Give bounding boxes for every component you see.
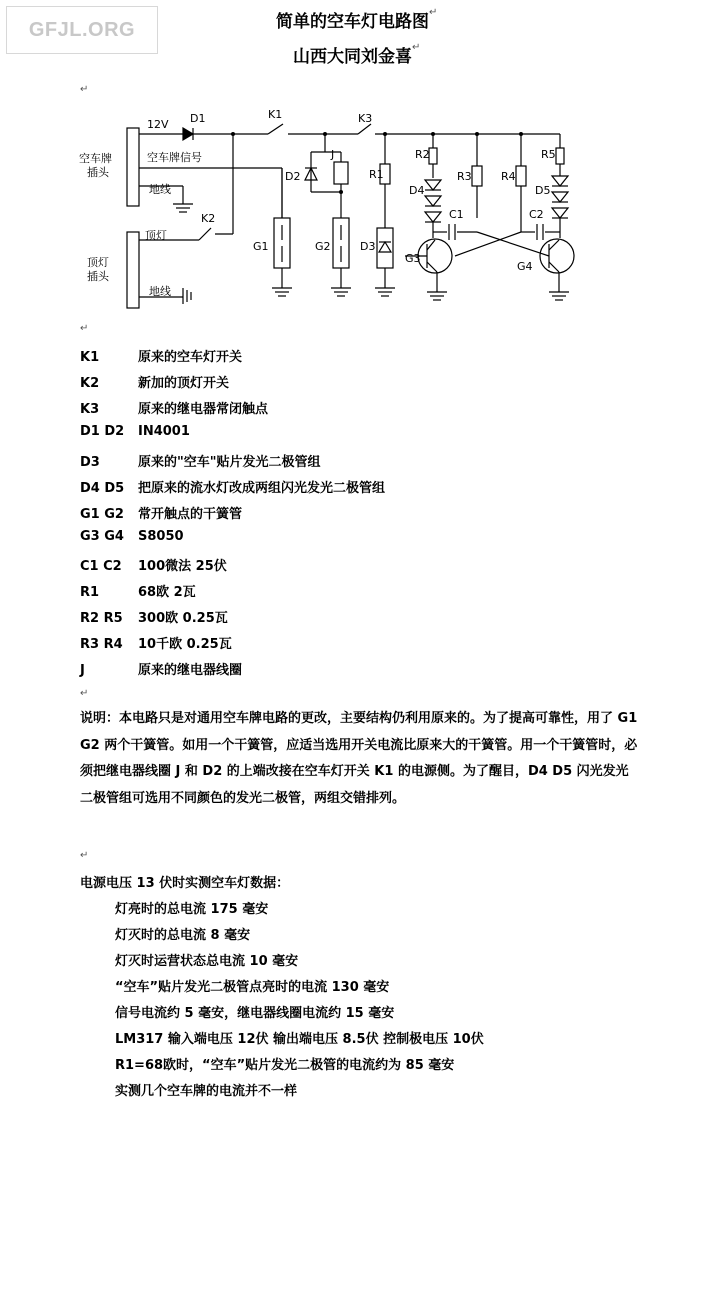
measurement-item: 灯灭时运营状态总电流 10 毫安 bbox=[115, 954, 299, 969]
legend-row: D1 D2 IN4001 bbox=[80, 424, 190, 439]
description-paragraph: 说明：本电路只是对通用空车牌电路的更改，主要结构仍利用原来的。为了提高可靠性，用了 G1 G2 两个干簧管。如用一个干簧管，应适当选用开关电流比原来大的干簧管。用一个干簧管时，必须把继电器线圈 J 和 D2 的上端改接在空车灯开关 K1 的电源侧。为了醒目，D4 D5 闪光发光二极管组可选用不同颜色的发光二极管，两组交错排列。 bbox=[80, 711, 638, 806]
label-D4: D4 bbox=[409, 184, 425, 197]
label-D3: D3 bbox=[360, 240, 376, 253]
label-D2: D2 bbox=[285, 170, 301, 183]
legend-row: D4 D5 把原来的流水灯改成两组闪光发光二极管组 bbox=[80, 481, 386, 496]
top-lamp-label: 顶灯 bbox=[145, 229, 167, 242]
legend-row: J 原来的继电器线圈 bbox=[80, 663, 243, 678]
label-G4: G4 bbox=[517, 260, 533, 273]
measurement-item: LM317 输入端电压 12伏 输出端电压 8.5伏 控制极电压 10伏 bbox=[115, 1032, 484, 1047]
measurement-item: 灯灭时的总电流 8 毫安 bbox=[115, 928, 251, 943]
measurement-item: “空车”贴片发光二极管点亮时的电流 130 毫安 bbox=[115, 980, 390, 995]
paragraph-mark: ↵ bbox=[80, 84, 89, 95]
sign-plug-label-1: 空车牌 bbox=[79, 152, 112, 165]
legend-row: R2 R5 300欧 0.25瓦 bbox=[80, 611, 228, 626]
paragraph-mark: ↵ bbox=[80, 323, 89, 334]
top-plug-label-2: 插头 bbox=[87, 270, 109, 283]
legend-row: K3 原来的继电器常闭触点 bbox=[80, 402, 269, 417]
label-G1: G1 bbox=[253, 240, 269, 253]
measurement-item: 实测几个空车牌的电流并不一样 bbox=[115, 1084, 298, 1099]
label-D5: D5 bbox=[535, 184, 551, 197]
legend-row: R1 68欧 2瓦 bbox=[80, 585, 196, 600]
circuit-diagram bbox=[75, 100, 595, 320]
label-C1: C1 bbox=[449, 208, 464, 221]
measurement-title: 电源电压 13 伏时实测空车灯数据： bbox=[80, 876, 290, 891]
top-plug-label-1: 顶灯 bbox=[87, 256, 109, 269]
label-K3: K3 bbox=[358, 112, 373, 125]
document-title: 简单的空车灯电路图 ↵ bbox=[276, 7, 438, 32]
measurement-item: 灯亮时的总电流 175 毫安 bbox=[115, 902, 269, 917]
label-G3: G3 bbox=[405, 252, 421, 265]
label-D1: D1 bbox=[190, 112, 206, 125]
sign-signal-label: 空车牌信号 bbox=[147, 151, 202, 164]
measurement-item: 信号电流约 5 毫安，继电器线圈电流约 15 毫安 bbox=[115, 1006, 395, 1021]
label-R3: R3 bbox=[457, 170, 472, 183]
legend-row: G3 G4 S8050 bbox=[80, 529, 184, 544]
legend-row: R3 R4 10千欧 0.25瓦 bbox=[80, 637, 232, 652]
sign-plug-box bbox=[127, 128, 139, 206]
ground-label-2: 地线 bbox=[149, 285, 171, 298]
legend-row: K1 原来的空车灯开关 bbox=[80, 350, 243, 365]
label-R1: R1 bbox=[369, 168, 384, 181]
watermark-logo: GFJL.ORG bbox=[6, 6, 158, 54]
document-author: 山西大同刘金喜 ↵ bbox=[293, 42, 421, 67]
paragraph-mark: ↵ bbox=[80, 850, 89, 861]
sign-plug-label-2: 插头 bbox=[87, 166, 109, 179]
label-R4: R4 bbox=[501, 170, 516, 183]
label-C2: C2 bbox=[529, 208, 544, 221]
legend-row: D3 原来的"空车"贴片发光二极管组 bbox=[80, 455, 321, 470]
legend-row: G1 G2 常开触点的干簧管 bbox=[80, 507, 243, 522]
label-K1: K1 bbox=[268, 108, 283, 121]
label-G2: G2 bbox=[315, 240, 331, 253]
label-R5: R5 bbox=[541, 148, 556, 161]
measurement-item: R1=68欧时，“空车”贴片发光二极管的电流约为 85 毫安 bbox=[115, 1058, 455, 1073]
label-J: J bbox=[331, 148, 335, 161]
label-R2: R2 bbox=[415, 148, 430, 161]
voltage-label: 12V bbox=[147, 118, 169, 131]
legend-row: K2 新加的顶灯开关 bbox=[80, 376, 230, 391]
paragraph-mark: ↵ bbox=[80, 688, 89, 699]
top-plug-box bbox=[127, 232, 139, 308]
legend-row: C1 C2 100微法 25伏 bbox=[80, 559, 227, 574]
ground-label-1: 地线 bbox=[149, 183, 171, 196]
label-K2: K2 bbox=[201, 212, 216, 225]
